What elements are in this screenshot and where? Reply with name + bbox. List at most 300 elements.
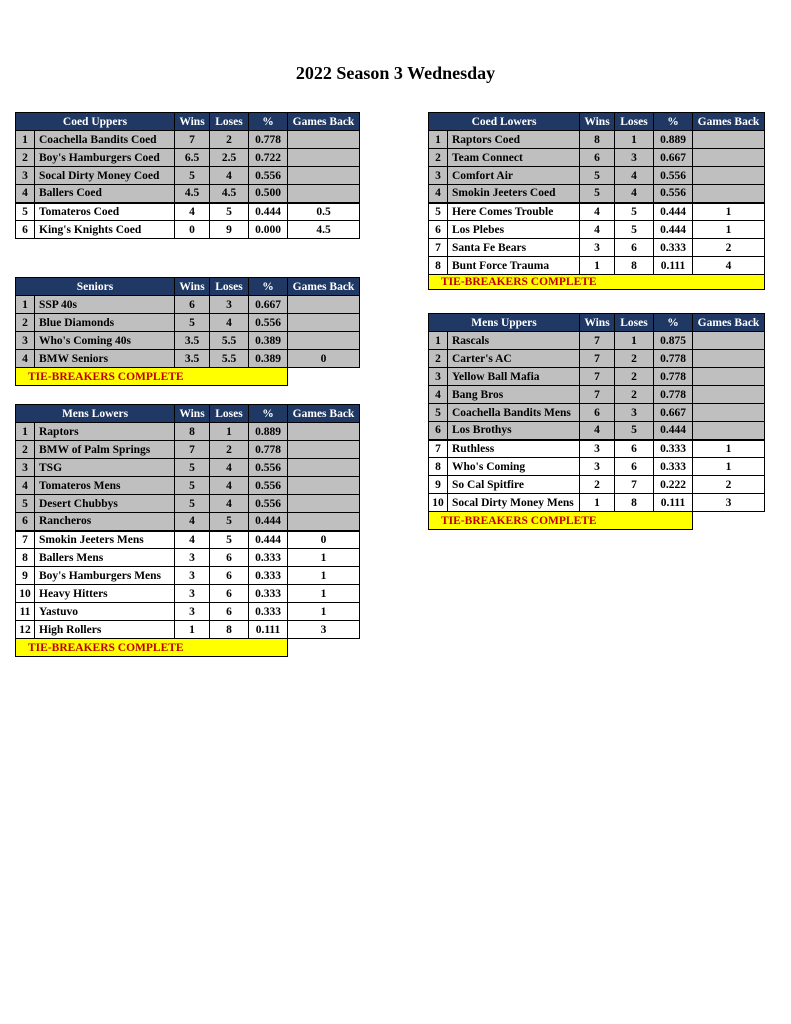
pct-cell: 0.389 xyxy=(249,350,288,368)
rank-cell: 2 xyxy=(16,441,35,459)
header-row xyxy=(16,113,360,131)
team-row xyxy=(16,549,360,567)
wins-cell: 4.5 xyxy=(175,185,210,203)
column-header: Games Back xyxy=(288,405,360,423)
pct-cell: 0.778 xyxy=(654,350,693,368)
pct-cell: 0.778 xyxy=(654,386,693,404)
loses-cell: 6 xyxy=(210,603,249,621)
column-header: % xyxy=(654,314,693,332)
wins-cell: 7 xyxy=(175,441,210,459)
team-row xyxy=(16,621,360,639)
gb-cell: 2 xyxy=(693,476,765,494)
gb-cell xyxy=(288,131,360,149)
rank-cell: 2 xyxy=(429,350,448,368)
pct-cell: 0.556 xyxy=(654,167,693,185)
gb-cell xyxy=(288,167,360,185)
standings-mens-uppers xyxy=(428,313,765,530)
loses-cell: 2 xyxy=(615,350,654,368)
team-cell: High Rollers xyxy=(35,621,175,639)
gb-cell xyxy=(693,185,765,203)
team-row xyxy=(429,167,765,185)
team-cell: BMW of Palm Springs xyxy=(35,441,175,459)
loses-cell: 8 xyxy=(615,257,654,275)
team-row xyxy=(16,513,360,531)
loses-cell: 4 xyxy=(210,314,249,332)
rank-cell: 4 xyxy=(16,477,35,495)
loses-cell: 1 xyxy=(210,423,249,441)
team-row xyxy=(16,495,360,513)
pct-cell: 0.667 xyxy=(249,296,288,314)
team-row xyxy=(429,494,765,512)
team-cell: Raptors xyxy=(35,423,175,441)
loses-cell: 2 xyxy=(210,441,249,459)
pct-cell: 0.333 xyxy=(249,603,288,621)
team-cell: Smokin Jeeters Mens xyxy=(35,531,175,549)
rank-cell: 1 xyxy=(16,296,35,314)
loses-cell: 7 xyxy=(615,476,654,494)
rank-cell: 6 xyxy=(16,513,35,531)
loses-cell: 8 xyxy=(615,494,654,512)
loses-cell: 4.5 xyxy=(210,185,249,203)
loses-cell: 9 xyxy=(210,221,249,239)
tie-breakers-banner: TIE-BREAKERS COMPLETE xyxy=(429,275,765,290)
wins-cell: 3.5 xyxy=(175,332,210,350)
wins-cell: 7 xyxy=(580,368,615,386)
team-cell: Smokin Jeeters Coed xyxy=(448,185,580,203)
team-cell: Boy's Hamburgers Mens xyxy=(35,567,175,585)
gb-cell xyxy=(288,459,360,477)
team-row xyxy=(429,404,765,422)
rank-cell: 4 xyxy=(429,185,448,203)
gb-cell xyxy=(693,332,765,350)
loses-cell: 2 xyxy=(615,368,654,386)
tie-breakers-banner: TIE-BREAKERS COMPLETE xyxy=(16,368,288,386)
team-row xyxy=(16,423,360,441)
standings-table-mens-uppers xyxy=(428,313,765,530)
column-header: % xyxy=(249,113,288,131)
team-row xyxy=(16,459,360,477)
loses-cell: 5.5 xyxy=(210,332,249,350)
rank-cell: 10 xyxy=(429,494,448,512)
loses-cell: 4 xyxy=(210,495,249,513)
team-row xyxy=(429,131,765,149)
pct-cell: 0.111 xyxy=(654,257,693,275)
pct-cell: 0.444 xyxy=(249,513,288,531)
rank-cell: 3 xyxy=(16,332,35,350)
pct-cell: 0.556 xyxy=(249,167,288,185)
team-row xyxy=(429,149,765,167)
pct-cell: 0.444 xyxy=(654,221,693,239)
wins-cell: 4 xyxy=(580,203,615,221)
column-header: Loses xyxy=(210,113,249,131)
loses-cell: 3 xyxy=(210,296,249,314)
team-cell: Tomateros Coed xyxy=(35,203,175,221)
rank-cell: 1 xyxy=(16,131,35,149)
loses-cell: 4 xyxy=(615,185,654,203)
team-row xyxy=(16,350,360,368)
rank-cell: 1 xyxy=(16,423,35,441)
team-cell: Here Comes Trouble xyxy=(448,203,580,221)
wins-cell: 1 xyxy=(580,257,615,275)
loses-cell: 2 xyxy=(210,131,249,149)
pct-cell: 0.778 xyxy=(654,368,693,386)
wins-cell: 3.5 xyxy=(175,350,210,368)
column-header: Loses xyxy=(615,113,654,131)
team-row xyxy=(16,567,360,585)
tie-breakers-row xyxy=(429,275,765,290)
loses-cell: 2.5 xyxy=(210,149,249,167)
team-row xyxy=(16,296,360,314)
rank-cell: 2 xyxy=(16,149,35,167)
wins-cell: 6 xyxy=(580,149,615,167)
loses-cell: 6 xyxy=(615,458,654,476)
team-cell: BMW Seniors xyxy=(35,350,175,368)
loses-cell: 4 xyxy=(615,167,654,185)
team-cell: Comfort Air xyxy=(448,167,580,185)
wins-cell: 5 xyxy=(175,495,210,513)
gb-cell xyxy=(288,296,360,314)
rank-cell: 4 xyxy=(16,350,35,368)
wins-cell: 4 xyxy=(580,221,615,239)
team-cell: Rancheros xyxy=(35,513,175,531)
team-cell: Tomateros Mens xyxy=(35,477,175,495)
column-header: Loses xyxy=(210,278,249,296)
pct-cell: 0.222 xyxy=(654,476,693,494)
loses-cell: 1 xyxy=(615,131,654,149)
loses-cell: 8 xyxy=(210,621,249,639)
team-row xyxy=(429,221,765,239)
gb-cell: 3 xyxy=(288,621,360,639)
wins-cell: 5 xyxy=(580,185,615,203)
gb-cell: 1 xyxy=(693,440,765,458)
banner-void-cell xyxy=(288,368,360,386)
team-cell: Who's Coming xyxy=(448,458,580,476)
wins-cell: 7 xyxy=(580,386,615,404)
header-row xyxy=(429,113,765,131)
team-row xyxy=(429,422,765,440)
loses-cell: 3 xyxy=(615,404,654,422)
column-header: Wins xyxy=(175,278,210,296)
wins-cell: 3 xyxy=(580,239,615,257)
team-cell: TSG xyxy=(35,459,175,477)
wins-cell: 5 xyxy=(175,477,210,495)
gb-cell: 4 xyxy=(693,257,765,275)
wins-cell: 1 xyxy=(580,494,615,512)
pct-cell: 0.722 xyxy=(249,149,288,167)
pct-cell: 0.333 xyxy=(654,440,693,458)
wins-cell: 6.5 xyxy=(175,149,210,167)
header-row xyxy=(429,314,765,332)
rank-cell: 9 xyxy=(16,567,35,585)
wins-cell: 3 xyxy=(580,458,615,476)
team-cell: Rascals xyxy=(448,332,580,350)
column-header: Wins xyxy=(580,113,615,131)
loses-cell: 5 xyxy=(210,513,249,531)
team-cell: Santa Fe Bears xyxy=(448,239,580,257)
team-cell: Los Plebes xyxy=(448,221,580,239)
column-header: % xyxy=(249,405,288,423)
gb-cell xyxy=(693,350,765,368)
pct-cell: 0.889 xyxy=(654,131,693,149)
table-title: Coed Lowers xyxy=(429,113,580,131)
wins-cell: 3 xyxy=(175,603,210,621)
team-cell: Carter's AC xyxy=(448,350,580,368)
wins-cell: 7 xyxy=(580,350,615,368)
team-cell: Socal Dirty Money Mens xyxy=(448,494,580,512)
loses-cell: 5 xyxy=(615,203,654,221)
pct-cell: 0.333 xyxy=(249,585,288,603)
standings-coed-lowers xyxy=(428,112,765,290)
loses-cell: 4 xyxy=(210,477,249,495)
rank-cell: 1 xyxy=(429,131,448,149)
team-row xyxy=(16,221,360,239)
team-cell: Coachella Bandits Coed xyxy=(35,131,175,149)
loses-cell: 5 xyxy=(615,221,654,239)
rank-cell: 6 xyxy=(429,422,448,440)
wins-cell: 4 xyxy=(175,531,210,549)
wins-cell: 5 xyxy=(175,314,210,332)
gb-cell xyxy=(288,332,360,350)
wins-cell: 5 xyxy=(175,459,210,477)
team-row xyxy=(429,350,765,368)
team-row xyxy=(16,531,360,549)
team-row xyxy=(16,185,360,203)
wins-cell: 3 xyxy=(175,549,210,567)
pct-cell: 0.389 xyxy=(249,332,288,350)
wins-cell: 4 xyxy=(175,513,210,531)
team-cell: Raptors Coed xyxy=(448,131,580,149)
gb-cell: 1 xyxy=(693,203,765,221)
pct-cell: 0.556 xyxy=(249,477,288,495)
team-row xyxy=(16,314,360,332)
rank-cell: 7 xyxy=(16,531,35,549)
banner-void-cell xyxy=(693,512,765,530)
gb-cell xyxy=(288,513,360,531)
gb-cell xyxy=(288,441,360,459)
column-header: Games Back xyxy=(693,113,765,131)
team-row xyxy=(16,203,360,221)
team-row xyxy=(429,476,765,494)
team-cell: Desert Chubbys xyxy=(35,495,175,513)
loses-cell: 5 xyxy=(615,422,654,440)
team-row xyxy=(429,458,765,476)
team-row xyxy=(429,332,765,350)
standings-table-mens-lowers xyxy=(15,404,360,657)
loses-cell: 5 xyxy=(210,203,249,221)
column-header: Games Back xyxy=(693,314,765,332)
loses-cell: 6 xyxy=(210,585,249,603)
pct-cell: 0.875 xyxy=(654,332,693,350)
loses-cell: 4 xyxy=(210,459,249,477)
rank-cell: 7 xyxy=(429,239,448,257)
gb-cell: 1 xyxy=(288,603,360,621)
rank-cell: 6 xyxy=(16,221,35,239)
team-row xyxy=(16,585,360,603)
rank-cell: 11 xyxy=(16,603,35,621)
gb-cell xyxy=(288,477,360,495)
team-row xyxy=(429,257,765,275)
loses-cell: 4 xyxy=(210,167,249,185)
pct-cell: 0.444 xyxy=(654,422,693,440)
team-row xyxy=(429,386,765,404)
gb-cell xyxy=(693,386,765,404)
wins-cell: 8 xyxy=(175,423,210,441)
gb-cell: 3 xyxy=(693,494,765,512)
team-cell: Socal Dirty Money Coed xyxy=(35,167,175,185)
team-cell: Who's Coming 40s xyxy=(35,332,175,350)
loses-cell: 2 xyxy=(615,386,654,404)
team-cell: Blue Diamonds xyxy=(35,314,175,332)
gb-cell xyxy=(693,422,765,440)
rank-cell: 5 xyxy=(16,495,35,513)
header-row xyxy=(16,278,360,296)
gb-cell xyxy=(693,167,765,185)
pct-cell: 0.667 xyxy=(654,149,693,167)
loses-cell: 5 xyxy=(210,531,249,549)
table-title: Mens Lowers xyxy=(16,405,175,423)
pct-cell: 0.000 xyxy=(249,221,288,239)
loses-cell: 5.5 xyxy=(210,350,249,368)
pct-cell: 0.667 xyxy=(654,404,693,422)
wins-cell: 0 xyxy=(175,221,210,239)
team-cell: Bang Bros xyxy=(448,386,580,404)
gb-cell xyxy=(693,149,765,167)
standings-table-coed-uppers xyxy=(15,112,360,239)
standings-coed-uppers xyxy=(15,112,360,239)
team-cell: Ballers Mens xyxy=(35,549,175,567)
team-cell: Yellow Ball Mafia xyxy=(448,368,580,386)
table-title: Coed Uppers xyxy=(16,113,175,131)
pct-cell: 0.889 xyxy=(249,423,288,441)
team-cell: Bunt Force Trauma xyxy=(448,257,580,275)
pct-cell: 0.500 xyxy=(249,185,288,203)
wins-cell: 3 xyxy=(175,567,210,585)
tie-breakers-banner: TIE-BREAKERS COMPLETE xyxy=(429,512,693,530)
pct-cell: 0.778 xyxy=(249,131,288,149)
pct-cell: 0.556 xyxy=(249,314,288,332)
table-title: Mens Uppers xyxy=(429,314,580,332)
team-cell: Yastuvo xyxy=(35,603,175,621)
wins-cell: 7 xyxy=(175,131,210,149)
team-cell: Los Brothys xyxy=(448,422,580,440)
gb-cell xyxy=(693,131,765,149)
gb-cell xyxy=(693,368,765,386)
pct-cell: 0.111 xyxy=(654,494,693,512)
pct-cell: 0.778 xyxy=(249,441,288,459)
standings-table-seniors xyxy=(15,277,360,386)
loses-cell: 6 xyxy=(210,567,249,585)
wins-cell: 8 xyxy=(580,131,615,149)
standings-table-coed-lowers xyxy=(428,112,765,290)
team-row xyxy=(16,603,360,621)
loses-cell: 6 xyxy=(210,549,249,567)
team-row xyxy=(429,239,765,257)
gb-cell: 2 xyxy=(693,239,765,257)
loses-cell: 1 xyxy=(615,332,654,350)
standings-seniors xyxy=(15,277,360,386)
column-header: Loses xyxy=(210,405,249,423)
gb-cell xyxy=(288,314,360,332)
rank-cell: 5 xyxy=(16,203,35,221)
team-row xyxy=(429,440,765,458)
team-cell: Ballers Coed xyxy=(35,185,175,203)
wins-cell: 5 xyxy=(580,167,615,185)
pct-cell: 0.556 xyxy=(249,495,288,513)
team-cell: King's Knights Coed xyxy=(35,221,175,239)
team-cell: Boy's Hamburgers Coed xyxy=(35,149,175,167)
gb-cell: 0.5 xyxy=(288,203,360,221)
wins-cell: 6 xyxy=(175,296,210,314)
gb-cell: 1 xyxy=(288,549,360,567)
gb-cell: 1 xyxy=(693,221,765,239)
wins-cell: 2 xyxy=(580,476,615,494)
pct-cell: 0.333 xyxy=(249,567,288,585)
column-header: Games Back xyxy=(288,113,360,131)
wins-cell: 1 xyxy=(175,621,210,639)
rank-cell: 2 xyxy=(16,314,35,332)
gb-cell: 4.5 xyxy=(288,221,360,239)
rank-cell: 5 xyxy=(429,203,448,221)
team-row xyxy=(429,368,765,386)
rank-cell: 7 xyxy=(429,440,448,458)
pct-cell: 0.111 xyxy=(249,621,288,639)
team-cell: Heavy Hitters xyxy=(35,585,175,603)
column-header: Loses xyxy=(615,314,654,332)
gb-cell xyxy=(288,423,360,441)
column-header: Games Back xyxy=(288,278,360,296)
team-cell: Team Connect xyxy=(448,149,580,167)
rank-cell: 5 xyxy=(429,404,448,422)
rank-cell: 8 xyxy=(429,257,448,275)
column-header: Wins xyxy=(175,405,210,423)
wins-cell: 7 xyxy=(580,332,615,350)
pct-cell: 0.333 xyxy=(249,549,288,567)
loses-cell: 6 xyxy=(615,239,654,257)
column-header: % xyxy=(249,278,288,296)
gb-cell: 0 xyxy=(288,350,360,368)
gb-cell: 1 xyxy=(288,567,360,585)
team-cell: Ruthless xyxy=(448,440,580,458)
rank-cell: 3 xyxy=(429,167,448,185)
page-title: 2022 Season 3 Wednesday xyxy=(295,63,496,83)
wins-cell: 6 xyxy=(580,404,615,422)
rank-cell: 9 xyxy=(429,476,448,494)
rank-cell: 3 xyxy=(429,368,448,386)
tie-breakers-row xyxy=(16,639,360,657)
gb-cell: 1 xyxy=(288,585,360,603)
loses-cell: 6 xyxy=(615,440,654,458)
rank-cell: 12 xyxy=(16,621,35,639)
gb-cell xyxy=(288,185,360,203)
team-row xyxy=(16,149,360,167)
gb-cell: 1 xyxy=(693,458,765,476)
pct-cell: 0.556 xyxy=(249,459,288,477)
rank-cell: 3 xyxy=(16,167,35,185)
loses-cell: 3 xyxy=(615,149,654,167)
standings-mens-lowers xyxy=(15,404,360,657)
pct-cell: 0.333 xyxy=(654,458,693,476)
rank-cell: 8 xyxy=(16,549,35,567)
wins-cell: 3 xyxy=(175,585,210,603)
tie-breakers-banner: TIE-BREAKERS COMPLETE xyxy=(16,639,288,657)
rank-cell: 8 xyxy=(429,458,448,476)
pct-cell: 0.444 xyxy=(249,531,288,549)
gb-cell xyxy=(693,404,765,422)
team-row xyxy=(16,441,360,459)
team-row xyxy=(16,332,360,350)
rank-cell: 10 xyxy=(16,585,35,603)
wins-cell: 3 xyxy=(580,440,615,458)
